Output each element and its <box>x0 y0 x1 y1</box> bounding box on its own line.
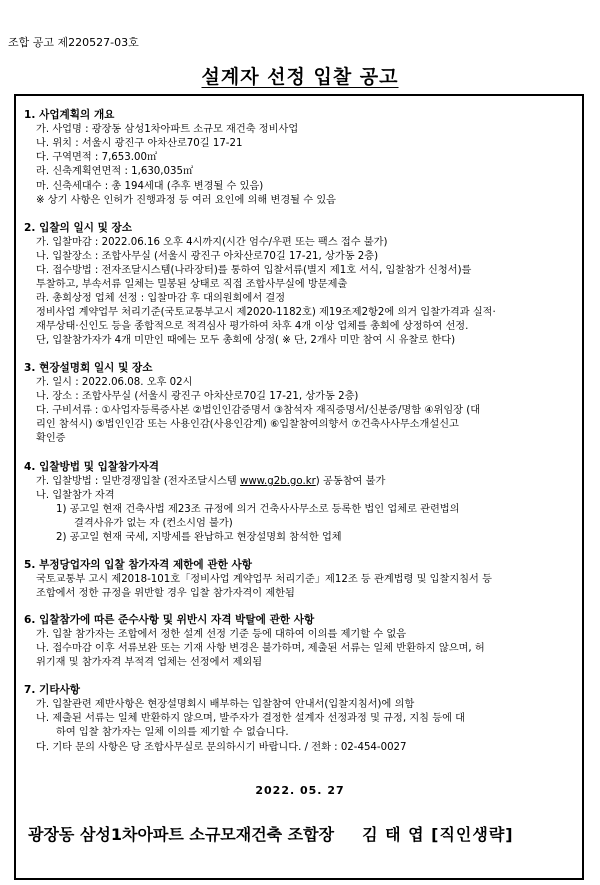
line-text: 나. 입찰참가 자격 <box>36 490 115 501</box>
notice-line <box>36 165 193 178</box>
notice-line <box>36 432 66 445</box>
notice-line <box>36 587 295 600</box>
notice-line <box>36 137 242 150</box>
notice-line <box>36 418 459 431</box>
notice-line <box>36 698 414 711</box>
section-heading <box>24 461 159 474</box>
notice-line <box>36 376 192 389</box>
line-text: 재무상태·신인도 등을 종합적으로 적격심사 평가하여 차후 4개 이상 업체를 총회에 상정하여 선정. <box>36 321 469 332</box>
notice-date: 2022. 05. 27 <box>255 784 345 797</box>
notice-line <box>36 250 378 263</box>
notice-line <box>36 334 455 347</box>
notice-line <box>36 180 263 193</box>
notice-line <box>36 123 298 136</box>
line-text: 정비사업 계약업무 처리기준(국토교통부고시 제2020-1182호) 제19조제2항2에 의거 입찰가격과 실적· <box>36 307 496 318</box>
line-text: 확인증 <box>36 433 66 444</box>
notice-line <box>36 278 347 291</box>
notice-line <box>36 404 480 417</box>
notice-line <box>36 264 471 277</box>
line-text: 6. 입찰참가에 따른 준수사항 및 위반시 자격 박탈에 관한 사항 <box>24 614 315 626</box>
line-text: 리인 참석시) ⑤법인인감 또는 사용인감(사용인감계) ⑥입찰참여의향서 ⑦건축사사무소개설신고 <box>36 419 459 430</box>
notice-line <box>36 292 285 305</box>
line-text: 다. 구비서류 : ①사업자등록증사본 ②법인인감증명서 ③참석자 재직증명서/신분증/명함 ④위임장 (대 <box>36 405 481 416</box>
line-text: 다. 접수방법 : 전자조달시스템(나라장터)를 통하여 입찰서류(별지 제1호 서식, 입찰참가 신청서)를 <box>36 265 472 276</box>
notice-line <box>74 517 233 530</box>
line-text: 나. 장소 : 조합사무실 (서울시 광진구 아차산로70길 17-21, 상가동 2층) <box>36 391 359 402</box>
notice-line <box>56 531 342 544</box>
notice-line <box>36 194 336 207</box>
section-heading <box>24 222 132 235</box>
notice-line <box>36 320 468 333</box>
title-text: 설계자 선정 입찰 공고 <box>201 66 399 88</box>
line-text: 나. 접수마감 이후 서류보완 또는 기재 사항 변경은 불가하며, 제출된 서류는 일체 반환하지 않으며, 허 <box>36 643 485 654</box>
line-text: 4. 입찰방법 및 입찰참가자격 <box>24 461 160 473</box>
line-text: 나. 입찰장소 : 조합사무실 (서울시 광진구 아차산로70길 17-21, 상가동 2층) <box>36 251 379 262</box>
line-text: 마. 신축세대수 : 총 194세대 (추후 변경될 수 있음) <box>36 181 264 192</box>
line-text: 가. 입찰관련 제반사항은 현장설명회시 배부하는 입찰참여 안내서(입찰지침서)에 의함 <box>36 699 415 710</box>
line-text: 가. 사업명 : 광장동 삼성1차아파트 소규모 재건축 정비사업 <box>36 124 299 135</box>
notice-line <box>36 656 262 669</box>
line-text: 하여 입찰 참가자는 일체 이의를 제기할 수 없습니다. <box>56 727 289 738</box>
notice-line <box>36 489 115 502</box>
section-heading <box>24 684 80 697</box>
line-text: 1. 사업계획의 개요 <box>24 109 115 121</box>
section-heading <box>24 559 252 572</box>
line-text: 5. 부정당업자의 입찰 참가자격 제한에 관한 사항 <box>24 559 252 571</box>
line-text: ※ 상기 사항은 인허가 진행과정 등 여러 요인에 의해 변경될 수 있음 <box>36 195 337 206</box>
notice-line <box>36 236 387 249</box>
notice-line <box>36 573 492 586</box>
line-text: 1) 공고일 현재 건축사법 제23조 규정에 의거 건축사사무소로 등록한 법인 업체로 관련법의 <box>56 504 460 515</box>
line-text: 라. 총회상정 업체 선정 : 입찰마감 후 대의원회에서 결정 <box>36 293 286 304</box>
notice-line <box>56 726 289 739</box>
line-text: ) 공동참여 불가 <box>315 476 386 487</box>
line-text: 국토교통부 고시 제2018-101호「정비사업 계약업무 처리기준」제12조 등 관계법령 및 입찰지침서 등 <box>36 574 492 585</box>
line-text: 다. 구역면적 : 7,653.00㎡ <box>36 152 158 163</box>
line-text: 7. 기타사항 <box>24 684 81 696</box>
line-text: 조합에서 정한 규정을 위반할 경우 입찰 참가자격이 제한됨 <box>36 588 295 599</box>
line-text: 나. 제출된 서류는 일체 반환하지 않으며, 발주자가 결정한 설계자 선정과정 및 규정, 지침 등에 대 <box>36 713 466 724</box>
notice-line <box>36 306 496 319</box>
notice-line <box>36 151 157 164</box>
line-text: 3. 현장설명회 일시 및 장소 <box>24 362 153 374</box>
association-name: 광장동 삼성1차아파트 소규모재건축 조합장 <box>28 825 335 844</box>
line-text: 위기재 및 참가자격 부적격 업체는 선정에서 제외됨 <box>36 657 263 668</box>
line-text: 결격사유가 없는 자 (컨소시엄 불가) <box>74 518 233 529</box>
representative-name: 김 태 엽 [직인생략] <box>362 825 514 844</box>
g2b-link[interactable]: www.g2b.go.kr <box>239 476 316 487</box>
line-text: 다. 기타 문의 사항은 당 조합사무실로 문의하시기 바랍니다. / 전화 : 02-454-0027 <box>36 742 407 753</box>
notice-line <box>36 390 358 403</box>
page-title <box>0 62 600 89</box>
line-text: 가. 입찰방법 : 일반경쟁입찰 (전자조달시스템 <box>36 476 240 487</box>
notice-line <box>36 741 407 754</box>
notice-line <box>56 503 459 516</box>
line-text: 2. 입찰의 일시 및 장소 <box>24 222 133 234</box>
line-text: 가. 입찰마감 : 2022.06.16 오후 4시까지(시간 엄수/우편 또는 팩스 접수 불가) <box>36 237 388 248</box>
section-heading <box>24 109 114 122</box>
notice-line <box>36 642 485 655</box>
notice-number: 조합 공고 제220527-03호 <box>8 36 139 49</box>
signature-line <box>28 822 514 845</box>
notice-line <box>36 712 465 725</box>
line-text: 2) 공고일 현재 국세, 지방세를 완납하고 현장설명회 참석한 업체 <box>56 532 342 543</box>
section-heading <box>24 362 152 375</box>
section-heading <box>24 614 314 627</box>
line-text: 나. 위치 : 서울시 광진구 아차산로70길 17-21 <box>36 138 243 149</box>
notice-line <box>36 628 406 641</box>
line-text: 가. 일시 : 2022.06.08. 오후 02시 <box>36 377 193 388</box>
line-text: 투찰하고, 부속서류 일체는 밀봉된 상태로 직접 조합사무실에 방문제출 <box>36 279 348 290</box>
line-text: 단, 입찰참가자가 4개 미만인 때에는 모두 총회에 상정( ※ 단, 2개사 미만 참여 시 유찰로 한다) <box>36 335 456 346</box>
line-text: 가. 입찰 참가자는 조합에서 정한 설계 선정 기준 등에 대하여 이의를 제기할 수 없음 <box>36 629 407 640</box>
notice-line <box>36 475 385 488</box>
line-text: 라. 신축계획연면적 : 1,630,035㎡ <box>36 166 194 177</box>
